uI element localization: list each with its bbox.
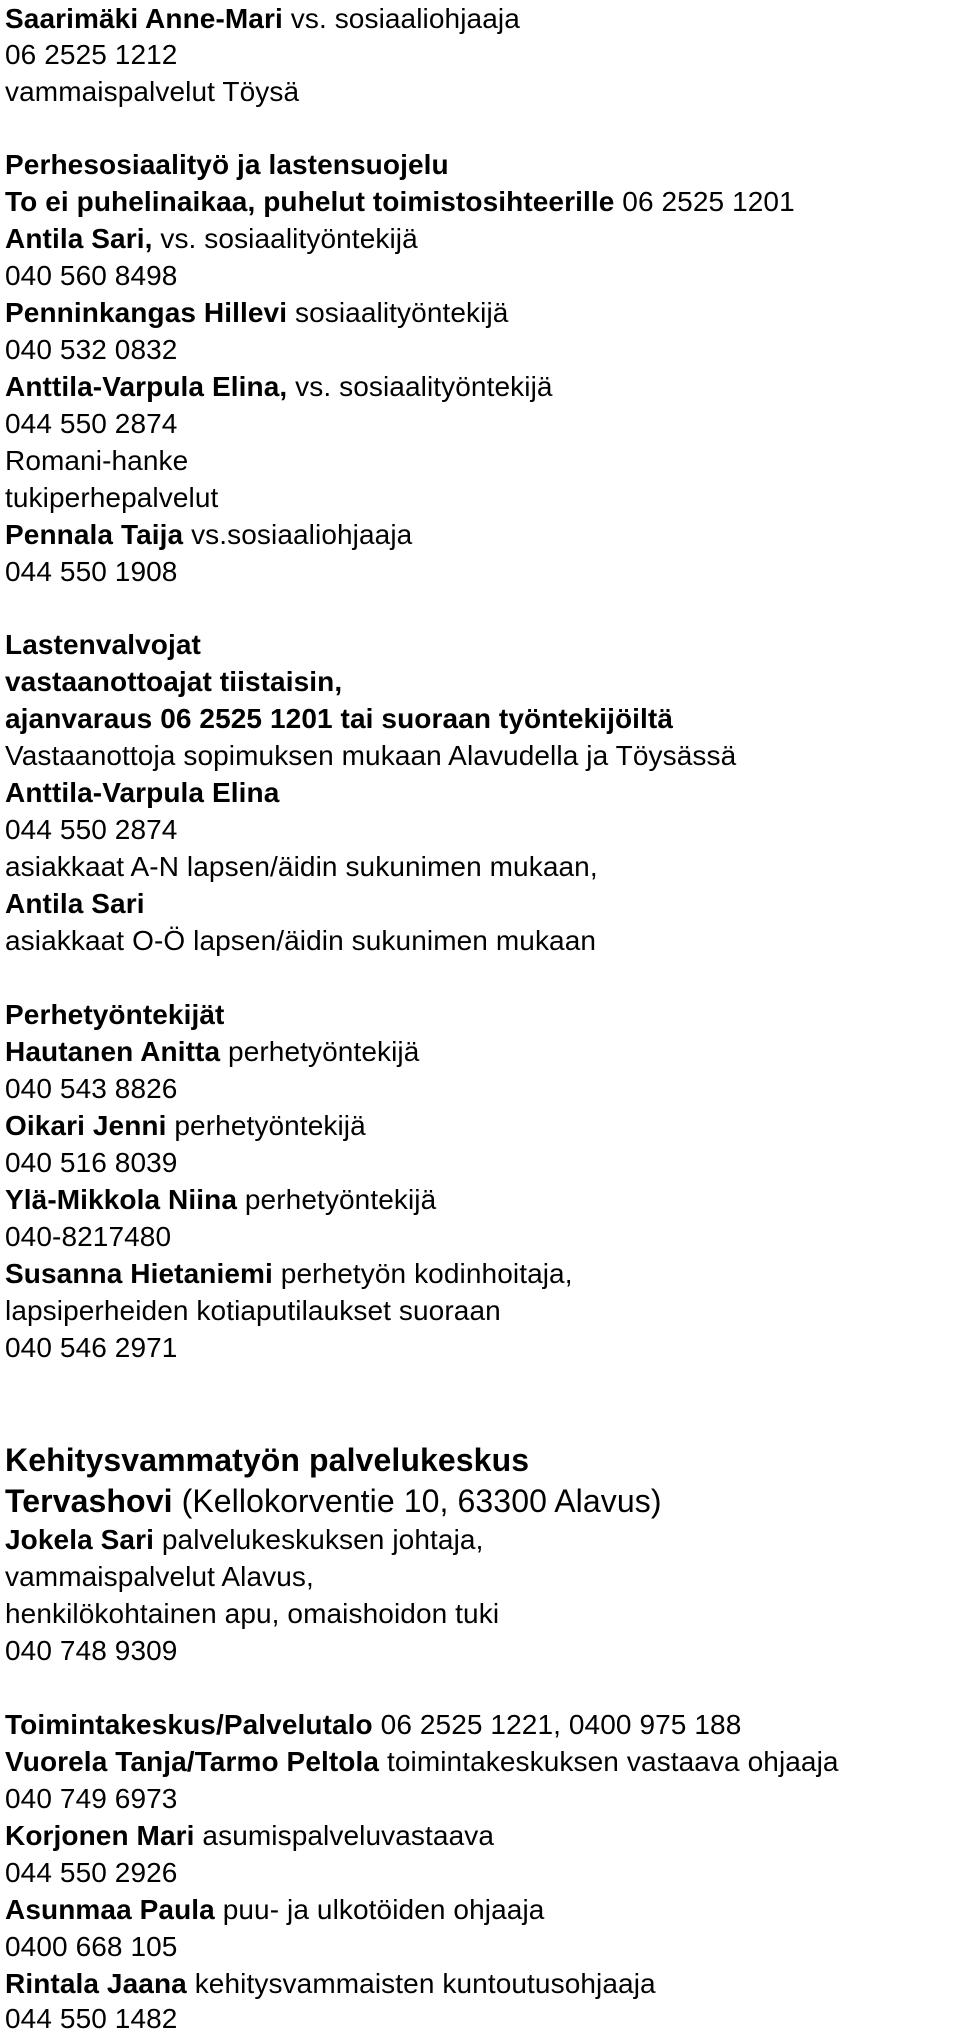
contact-phone: 040 543 8826 [5, 1073, 178, 1104]
contact-name: Antila Sari [5, 888, 145, 919]
section-heading-lastenvalvojat: Lastenvalvojat [5, 629, 201, 660]
contact-phone: 044 550 1908 [5, 556, 178, 587]
contact-phone: 040 748 9309 [5, 1635, 178, 1666]
contact-name: Ylä-Mikkola Niina [5, 1184, 237, 1215]
contact-name-title-line [5, 222, 418, 256]
contact-name: Jokela Sari [5, 1524, 154, 1555]
contact-phone: 040 560 8498 [5, 260, 178, 291]
contact-note: vammaispalvelut Alavus, [5, 1561, 314, 1592]
contact-name: Antila Sari, [5, 223, 153, 254]
contact-name-title-line [5, 1523, 483, 1557]
contact-note: asiakkaat O-Ö lapsen/äidin sukunimen mukaan [5, 925, 597, 956]
contact-title: puu- ja ulkotöiden ohjaaja [214, 1894, 545, 1925]
phone-notice-number: 06 2525 1201 [614, 186, 795, 217]
contact-title: kehitysvammaisten kuntoutusohjaaja [186, 1968, 656, 1999]
contact-phone: 040 749 6973 [5, 1783, 178, 1814]
phone-notice [5, 185, 795, 219]
contact-phone: 0400 668 105 [5, 1931, 178, 1962]
reception-locations: Vastaanottoja sopimuksen mukaan Alavudella ja Töysässä [5, 740, 737, 771]
contact-title: toimintakeskuksen vastaava ohjaaja [379, 1746, 839, 1777]
contact-phone: 040 546 2971 [5, 1332, 178, 1363]
contact-title: perhetyön kodinhoitaja, [272, 1258, 573, 1289]
section-heading-kehitysvammatyo: Kehitysvammatyön palvelukeskus [5, 1442, 530, 1478]
contact-title: palvelukeskuksen johtaja, [153, 1524, 484, 1555]
contact-phone: 044 550 2926 [5, 1857, 178, 1888]
contact-phone: 06 2525 1212 [5, 39, 178, 70]
contact-phone: 044 550 2874 [5, 814, 178, 845]
contact-name-title-line [5, 370, 553, 404]
contact-name: Oikari Jenni [5, 1110, 167, 1141]
contact-title: vs. sosiaaliohjaaja [282, 3, 520, 34]
contact-name: Saarimäki Anne-Mari [5, 3, 283, 34]
contact-title: asumispalveluvastaava [194, 1820, 495, 1851]
location-address: (Kellokorventie 10, 63300 Alavus) [172, 1483, 662, 1519]
contact-phone: 040-8217480 [5, 1221, 172, 1252]
contact-note: lapsiperheiden kotiaputilaukset suoraan [5, 1295, 501, 1326]
contact-phone: 044 550 2874 [5, 408, 178, 439]
contact-name-title-line [5, 1183, 436, 1217]
contact-phone: 040 516 8039 [5, 1147, 178, 1178]
location-name: Tervashovi [5, 1483, 173, 1519]
contact-name: Anttila-Varpula Elina, [5, 371, 288, 402]
phone-notice-text: To ei puhelinaikaa, puhelut toimistosihteerille [5, 186, 615, 217]
contact-name-title-line [5, 296, 508, 330]
contact-title: perhetyöntekijä [166, 1110, 366, 1141]
contact-name-title-line [5, 1745, 839, 1779]
contact-name-title-line [5, 1819, 494, 1853]
section-heading-perhesosiaalityo: Perhesosiaalityö ja lastensuojelu [5, 149, 449, 180]
contact-name-title-line [5, 1257, 573, 1291]
contact-title: sosiaalityöntekijä [287, 297, 509, 328]
contact-note: asiakkaat A-N lapsen/äidin sukunimen mukaan, [5, 851, 598, 882]
contact-note: Romani-hanke [5, 445, 189, 476]
section-phones: 06 2525 1221, 0400 975 188 [372, 1709, 742, 1740]
contact-name: Rintala Jaana [5, 1968, 187, 1999]
contact-title: vs. sosiaalityöntekijä [152, 223, 418, 254]
contact-name: Korjonen Mari [5, 1820, 195, 1851]
section-heading-perhetyontekijat: Perhetyöntekijät [5, 999, 225, 1030]
section-heading-toimintakeskus [5, 1708, 741, 1742]
contact-phone: 044 550 1482 [5, 2003, 178, 2034]
contact-name-title-line [5, 1893, 544, 1927]
contact-name-title-line [5, 1109, 366, 1143]
contact-note: tukiperhepalvelut [5, 482, 219, 513]
contact-name-title-line [5, 518, 412, 552]
contact-title: perhetyöntekijä [220, 1036, 420, 1067]
contact-phone: 040 532 0832 [5, 334, 178, 365]
contact-title: vs.sosiaaliohjaaja [183, 519, 413, 550]
contact-name: Penninkangas Hillevi [5, 297, 288, 328]
contact-name-title-line [5, 1967, 656, 2001]
contact-title: vs. sosiaalityöntekijä [287, 371, 553, 402]
contact-name: Susanna Hietaniemi [5, 1258, 273, 1289]
section-heading-text: Toimintakeskus/Palvelutalo [5, 1709, 373, 1740]
contact-unit: vammaispalvelut Töysä [5, 76, 300, 107]
location-line [5, 1482, 662, 1520]
contact-title: perhetyöntekijä [237, 1184, 437, 1215]
contact-name-title-line [5, 1035, 419, 1069]
contact-name: Pennala Taija [5, 519, 184, 550]
contact-name-title-line [5, 2, 520, 36]
contact-name: Asunmaa Paula [5, 1894, 215, 1925]
contact-name: Vuorela Tanja/Tarmo Peltola [5, 1746, 380, 1777]
contact-name: Hautanen Anitta [5, 1036, 221, 1067]
contact-note: henkilökohtainen apu, omaishoidon tuki [5, 1598, 500, 1629]
reception-hours: vastaanottoajat tiistaisin, [5, 666, 343, 697]
appointment-info: ajanvaraus 06 2525 1201 tai suoraan työntekijöiltä [5, 703, 674, 734]
contact-name: Anttila-Varpula Elina [5, 777, 280, 808]
